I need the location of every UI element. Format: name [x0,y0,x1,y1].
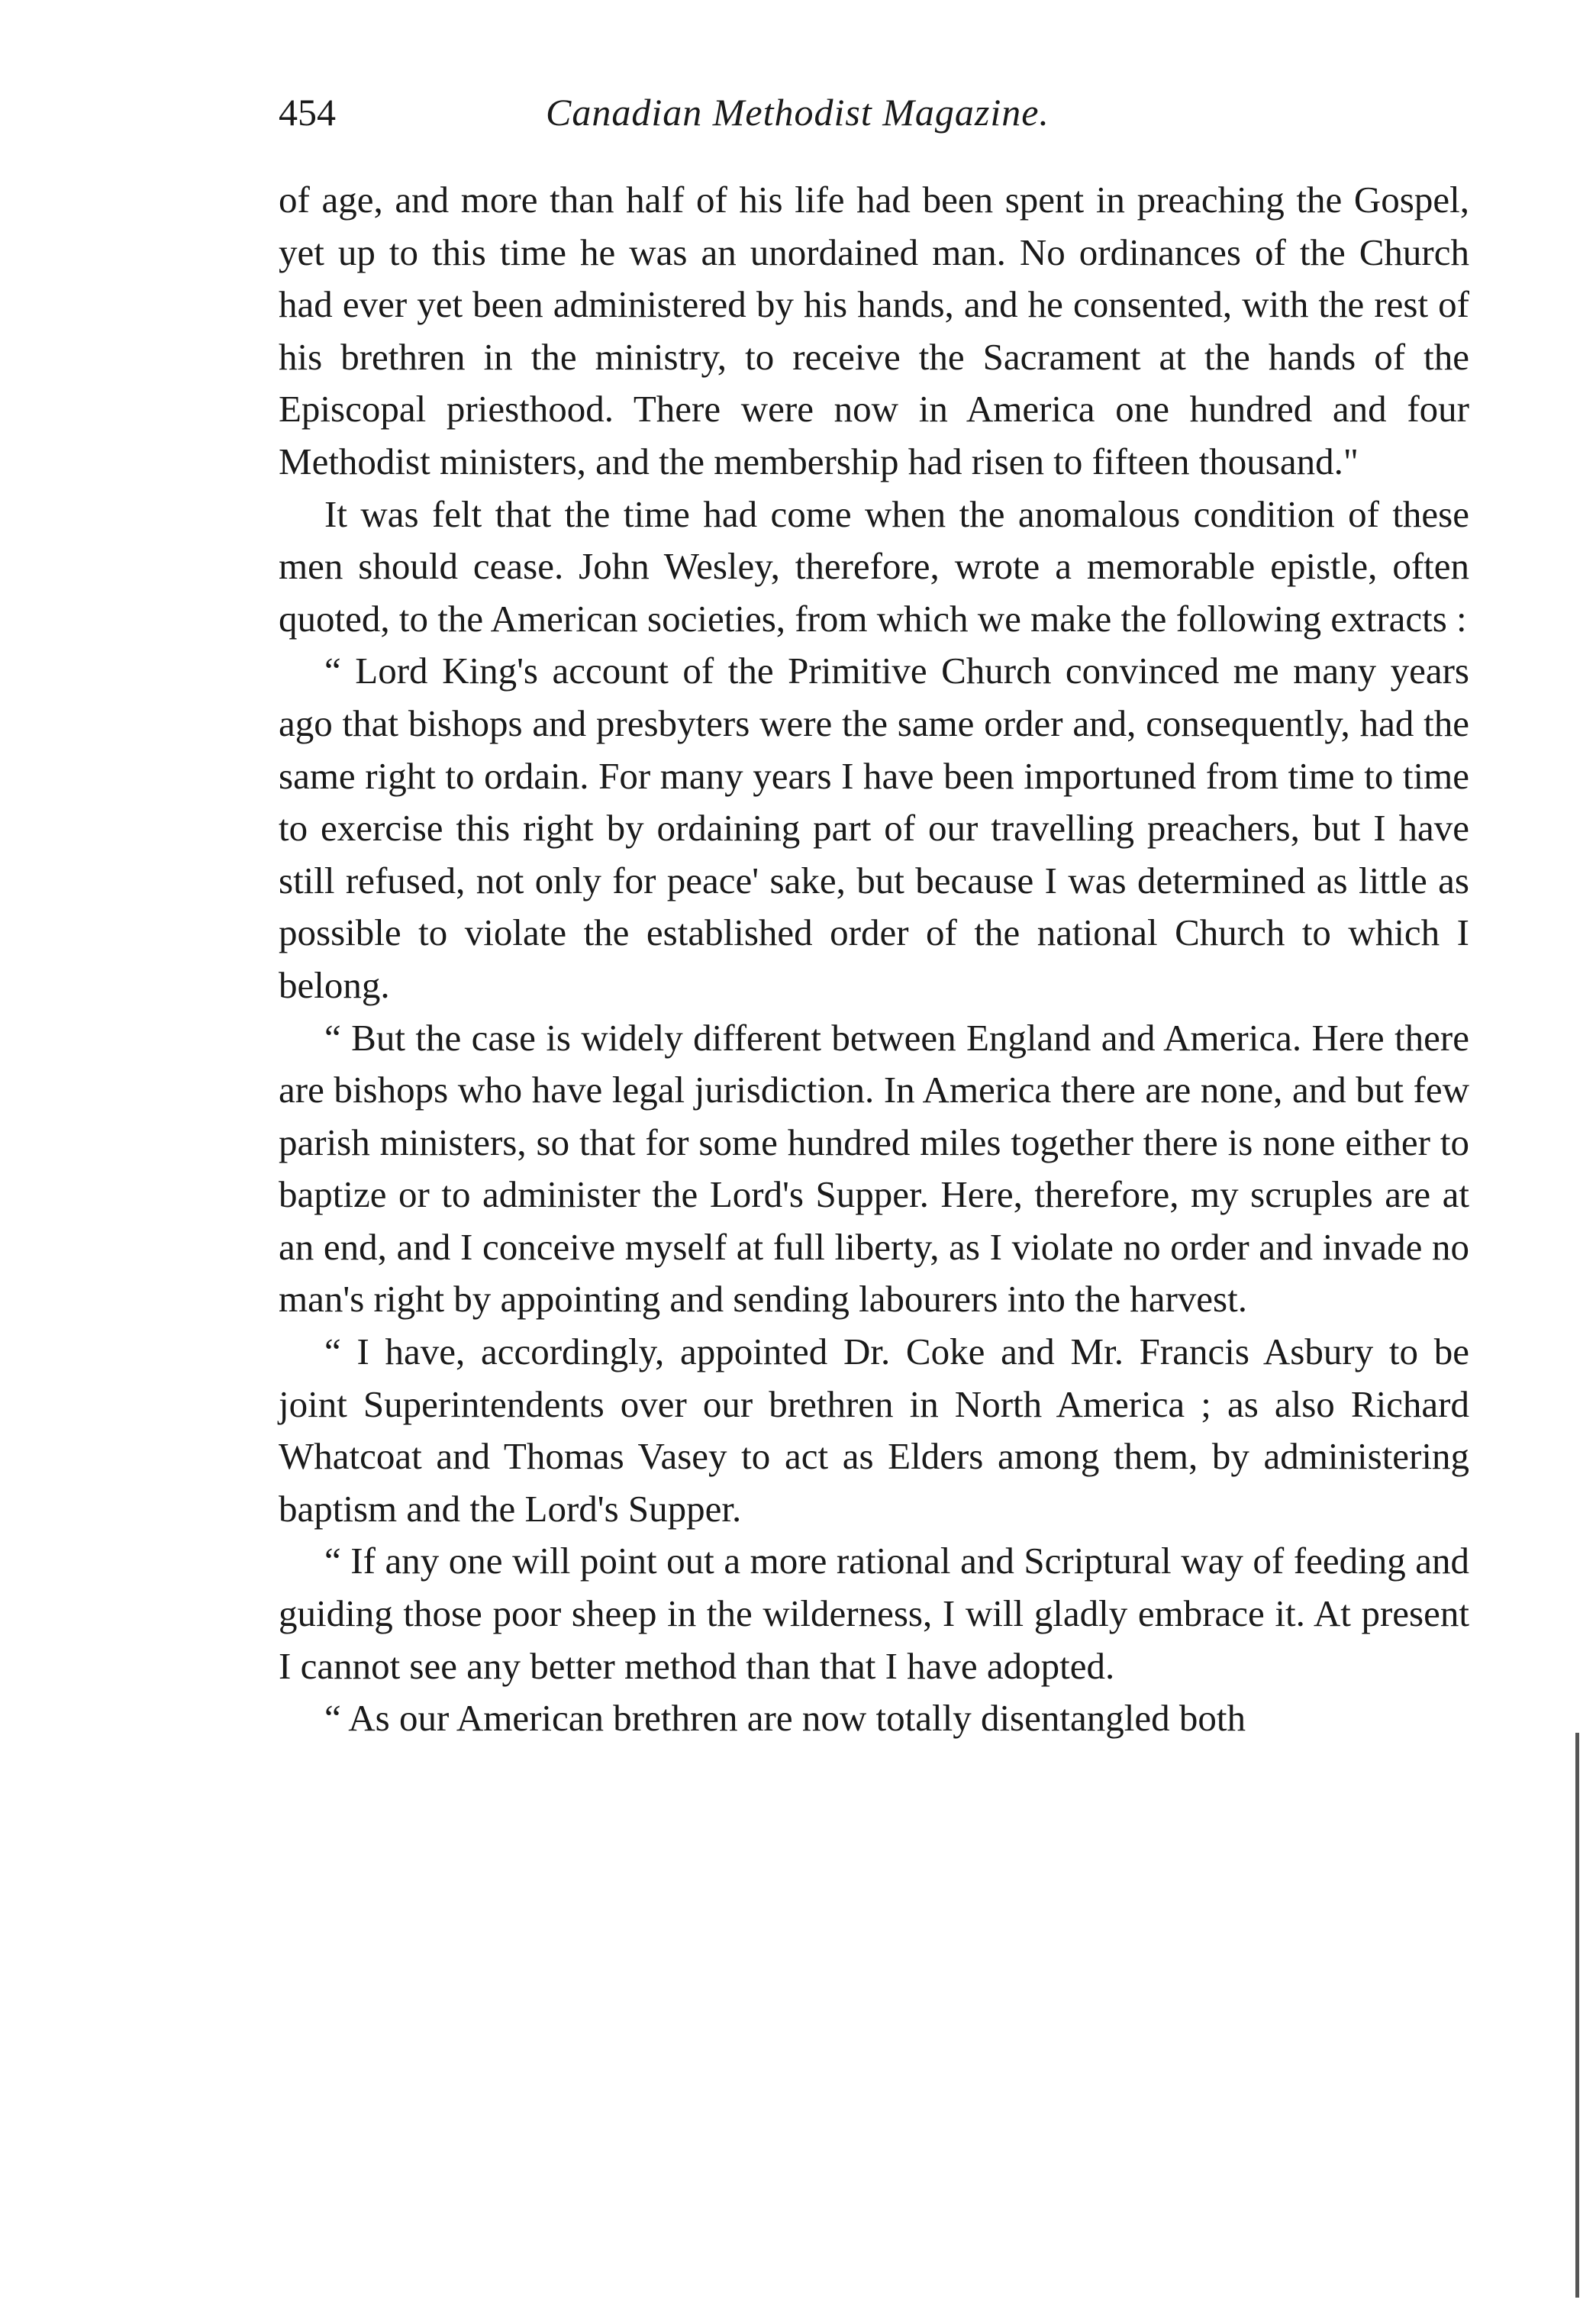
body-text [279,174,1469,1745]
quoted-paragraph: “ I have, accordingly, appointed Dr. Coke and Mr. Francis Asbury to be joint Superintendents over our brethren in North America ; as also Richard Whatcoat and Thomas Vasey to act as Elders among them, by administering baptism and the Lord's Supper. [279,1330,1469,1530]
page-number: 454 [279,91,336,134]
running-title: Canadian Methodist Magazine. [546,91,1049,134]
quoted-paragraph: “ If any one will point out a more rational and Scriptural way of feeding and guiding those poor sheep in the wilderness, I will gladly embrace it. At present I cannot see any better method than that I have adopted. [279,1540,1469,1687]
quoted-paragraph-continued: “ As our American brethren are now totally disentangled both [324,1697,1246,1740]
quoted-paragraph: “ Lord King's account of the Primitive Church convinced me many years ago that bishops and presbyters were the same order and, consequently, had the same right to ordain. For many years I have been importuned from time to time to exercise this right by ordaining part of our travelling preachers, but I have still refused, not only for peace' sake, but because I was determined as little as possible to violate the established order of the national Church to which I belong. [279,650,1469,1006]
paragraph: It was felt that the time had come when the anomalous condition of these men should cease. John Wesley, therefore, wrote a memorable epistle, often quoted, to the American societies, from which we make the following extracts : [279,492,1469,640]
quoted-paragraph: “ But the case is widely different between England and America. Here there are bishops who have legal jurisdiction. In America there are none, and but few parish ministers, so that for some hundred miles together there is none either to baptize or to administer the Lord's Supper. Here, therefore, my scruples are at an end, and I conceive myself at full liberty, as I violate no order and invade no man's right by appointing and sending labourers into the harvest. [279,1016,1469,1321]
paragraph-continuation: of age, and more than half of his life had been spent in preaching the Gospel, yet up to this time he was an unordained man. No ordinances of the Church had ever yet been administered by his hands, and he consented, with the rest of his brethren in the ministry, to receive the Sacrament at the hands of the Episcopal priesthood. There were now in America one hundred and four Methodist ministers, and the membership had risen to fifteen thousand." [279,179,1469,482]
scan-edge-line [1575,1733,1579,2298]
page-header [279,90,1469,159]
